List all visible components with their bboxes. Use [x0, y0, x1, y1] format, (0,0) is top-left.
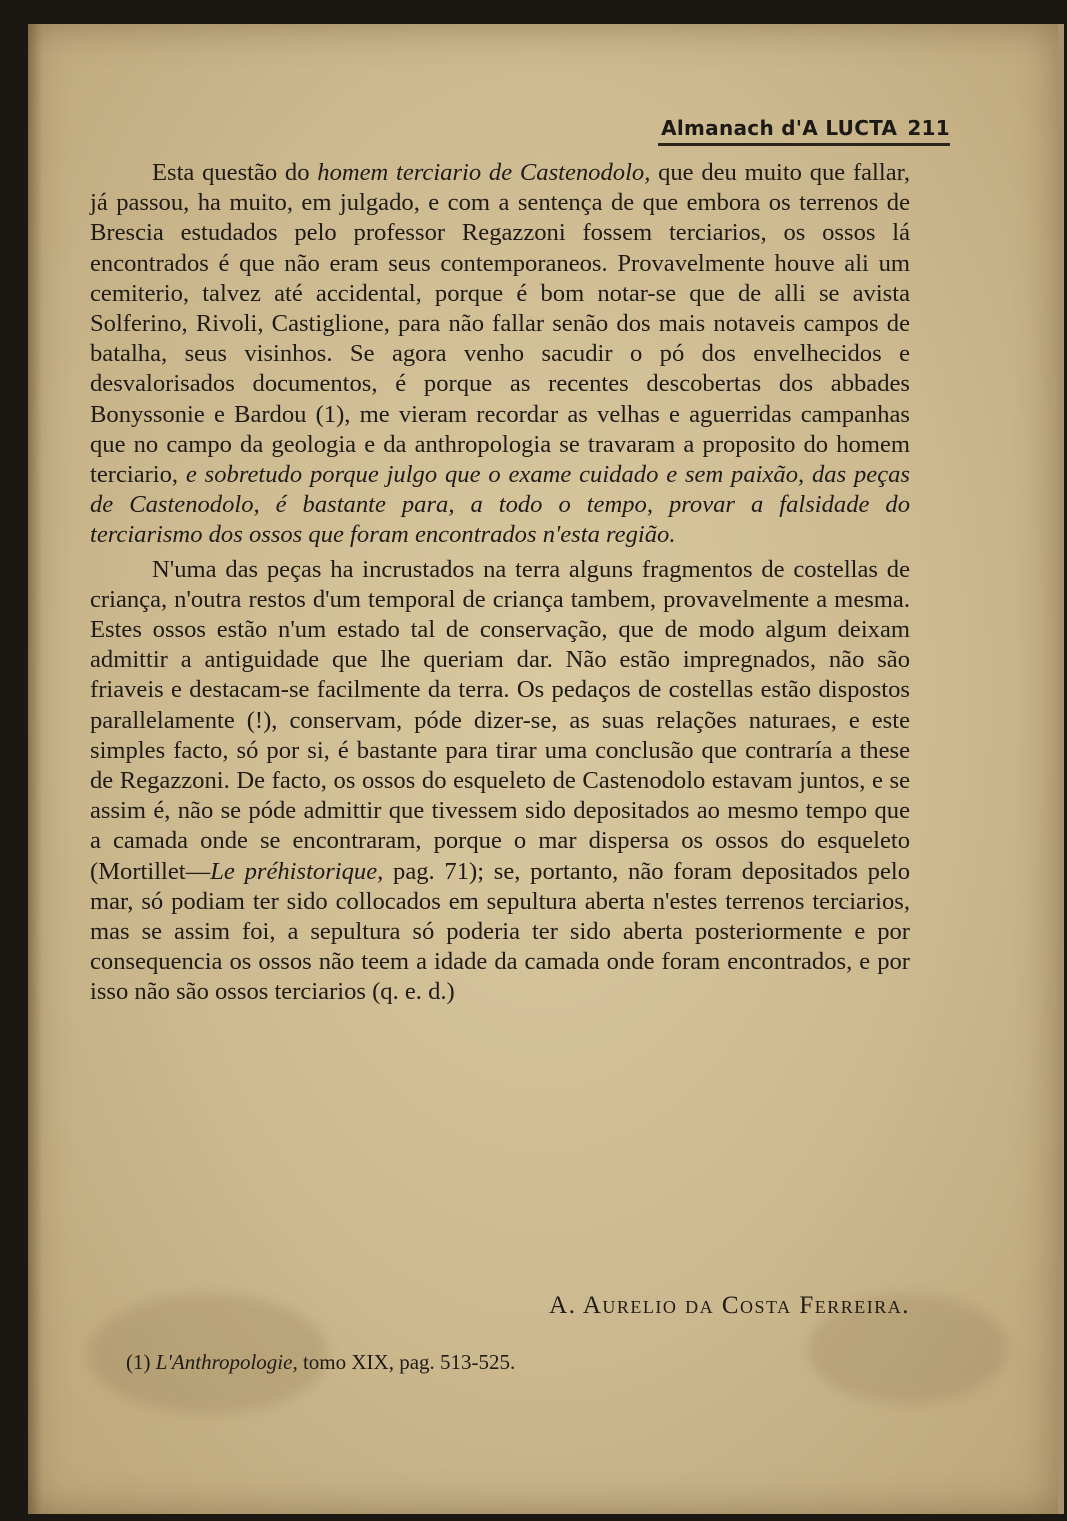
- paragraph-2-text-b: pag. 71); se, portanto, não foram depositados pelo mar, só podiam ter sido collocados em sepultura aberta n'estes terrenos terciarios, mas se assim foi, a sepultura só poderia ter sido aberta posteriormente e por consequencia os ossos não teem a idade da camada onde foram encontrados, e por isso não são ossos terciarios (q. e. d.): [90, 857, 911, 1006]
- paragraph-2: [90, 555, 910, 1008]
- paragraph-1-italic-a: homem terciario de Castenodolo,: [317, 159, 651, 186]
- running-header: [658, 116, 950, 146]
- paragraph-1-text-a: Esta questão do: [152, 159, 318, 186]
- footnote: [126, 1350, 826, 1375]
- author-signature: A. Aurelio da Costa Ferreira.: [549, 1292, 910, 1319]
- footnote-italic: L'Anthropologie,: [155, 1350, 298, 1374]
- paragraph-1-italic-b: e sobretudo porque julgo que o exame cuidado e sem paixão, das peças de Castenodolo, é bastante para, a todo o tempo, provar a falsidade do terciarismo dos ossos que foram encontrados n'esta região.: [90, 461, 910, 549]
- paragraph-1-text-b: que deu muito que fallar, já passou, ha muito, em julgado, e com a sentença de que embora os terrenos de Brescia estudados pelo professor Regazzoni fossem terciarios, os ossos lá encontrados é que não eram seus contemporaneos. Provavelmente houve ali um cemiterio, talvez até accidental, porque é bom notar-se que de alli se avista Solferino, Rivoli, Castiglione, para não fallar senão dos mais notaveis campos de batalha, seus visinhos. Se agora venho sacudir o pó dos envelhecidos e desvalorisados documentos, é porque as recentes descobertas dos abbades Bonyssonie e Bardou (1), me vieram recordar as velhas e aguerridas campanhas que no campo da geologia e da anthropologia se travaram a proposito do homem terciario,: [90, 159, 910, 489]
- header-title: Almanach d'A LUCTA: [661, 116, 898, 140]
- footnote-marker: (1): [126, 1350, 156, 1374]
- paragraph-2-italic-a: Le préhistorique,: [210, 857, 384, 885]
- paragraph-1: [90, 158, 910, 551]
- footnote-text: tomo XIX, pag. 513-525.: [297, 1350, 516, 1374]
- paragraph-2-text-a: N'uma das peças ha incrustados na terra alguns fragmentos de costellas de criança, n'outra restos d'um temporal de criança tambem, provavelmente a mesma. Estes ossos estão n'um estado tal de conservação, que de modo algum deixam admittir a antiguidade que lhe queriam dar. Não estão impregnados, não são friaveis e destacam-se facilmente da terra. Os pedaços de costellas estão dispostos parallelamente (!), conservam, póde dizer-se, as suas relações naturaes, e este simples facto, só por si, é bastante para tirar uma conclusão que contraría a these de Regazzoni. De facto, os ossos do esqueleto de Castenodolo estavam juntos, e se assim é, não se póde admittir que tivessem sido depositados ao mesmo tempo que a camada onde se encontraram, porque o mar dispersa os ossos do esqueleto (Mortillet—: [90, 555, 910, 885]
- article-body: [90, 158, 910, 1008]
- page-number: 211: [907, 116, 950, 140]
